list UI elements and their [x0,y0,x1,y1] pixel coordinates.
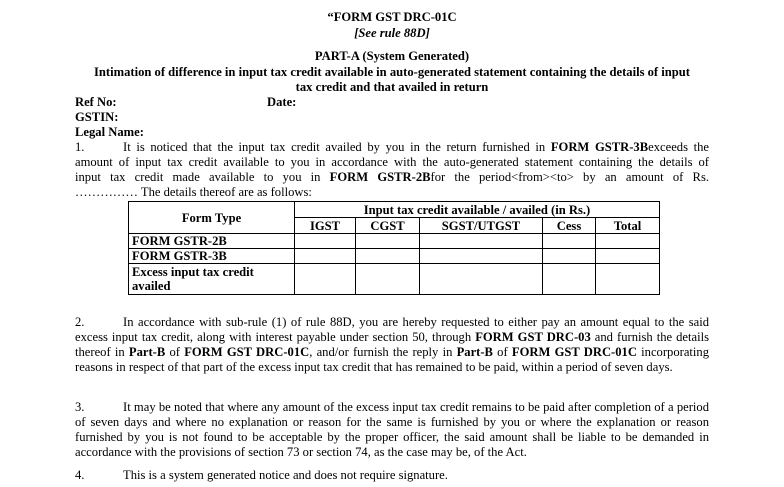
para1-line2: amount of input tax credit available to you in accordance with the auto-generated statement containing the details of [75,155,709,169]
col-sgst-utgst: SGST/UTGST [420,218,543,234]
row-label-gstr3b: FORM GSTR-3B [129,249,295,264]
table-cell [543,249,596,264]
table-row [129,249,660,264]
table-cell [295,234,356,249]
form-type-header: Form Type [129,202,295,234]
row-label-gstr2b: FORM GSTR-2B [129,234,295,249]
table-cell [356,234,420,249]
subject-line-2: tax credit and that availed in return [295,80,489,94]
gstin-label: GSTIN: [75,110,119,124]
para4-number: 4. [75,468,85,482]
table-cell [295,264,356,295]
table-cell [596,249,660,264]
form-title: “FORM GST DRC-01C [327,10,457,24]
para3-number: 3. [75,400,85,414]
table-cell [543,264,596,295]
para1-line1: 1. It is noticed that the input tax credit availed by you in the return furnished in FORM GSTR-3Bexceeds the [75,140,709,154]
para2-number: 2. [75,315,85,329]
para1-number: 1. [75,140,85,154]
row-label-excess-itc: Excess input tax credit availed [129,264,295,295]
table-cell [356,249,420,264]
paragraph-2: 2. In accordance with sub-rule (1) of rule 88D, you are hereby requested to either pay an amount equal to the said excess input tax credit, along with interest payable under section 50, through FORM GST DRC-03 and furnish the details thereof in Part-B of FORM GST DRC-01C, and/or furnish the reply in Part-B of FORM GST DRC-01C incorporating reasons in respect of that part of the excess input tax credit that has remained to be paid, within a period of seven days. [75,315,710,374]
table-cell [596,234,660,249]
table-cell [420,234,543,249]
paragraph-3: 3. It may be noted that where any amount of the excess input tax credit remains to be paid after completion of a period of seven days and where no explanation or reason for the same is furnished by you or where the explanation or reason furnished by you is not found to be acceptable by the proper officer, the said amount shall be liable to be demanded in accordance with the provisions of section 73 or section 74, as the case may be, of the Act. [75,400,709,459]
subject-line-1: Intimation of difference in input tax credit available in auto-generated statement containing the details of input [94,65,690,79]
table-cell [420,264,543,295]
para1-line3: input tax credit made available to you in FORM GSTR-2Bfor the period<from><to> by an amount of Rs. [75,170,709,184]
table-row [129,234,660,249]
table-cell [543,234,596,249]
itc-comparison-table [128,201,660,295]
col-igst: IGST [295,218,356,234]
table-cell [596,264,660,295]
col-cgst: CGST [356,218,420,234]
table-cell [420,249,543,264]
rule-reference: [See rule 88D] [354,26,430,40]
date-label: Date: [267,95,297,109]
ref-no-label: Ref No: [75,95,117,109]
col-total: Total [596,218,660,234]
table-cell [356,264,420,295]
col-cess: Cess [543,218,596,234]
paragraph-4: 4. This is a system generated notice and does not require signature. [75,468,448,482]
para1-line4: …………… The details thereof are as follows: [75,185,312,199]
paragraph-1 [75,140,709,200]
table-row [129,264,660,295]
itc-group-header: Input tax credit available / availed (in Rs.) [295,202,660,218]
part-heading: PART-A (System Generated) [314,49,470,63]
legal-name-label: Legal Name: [75,125,144,139]
table-cell [295,249,356,264]
